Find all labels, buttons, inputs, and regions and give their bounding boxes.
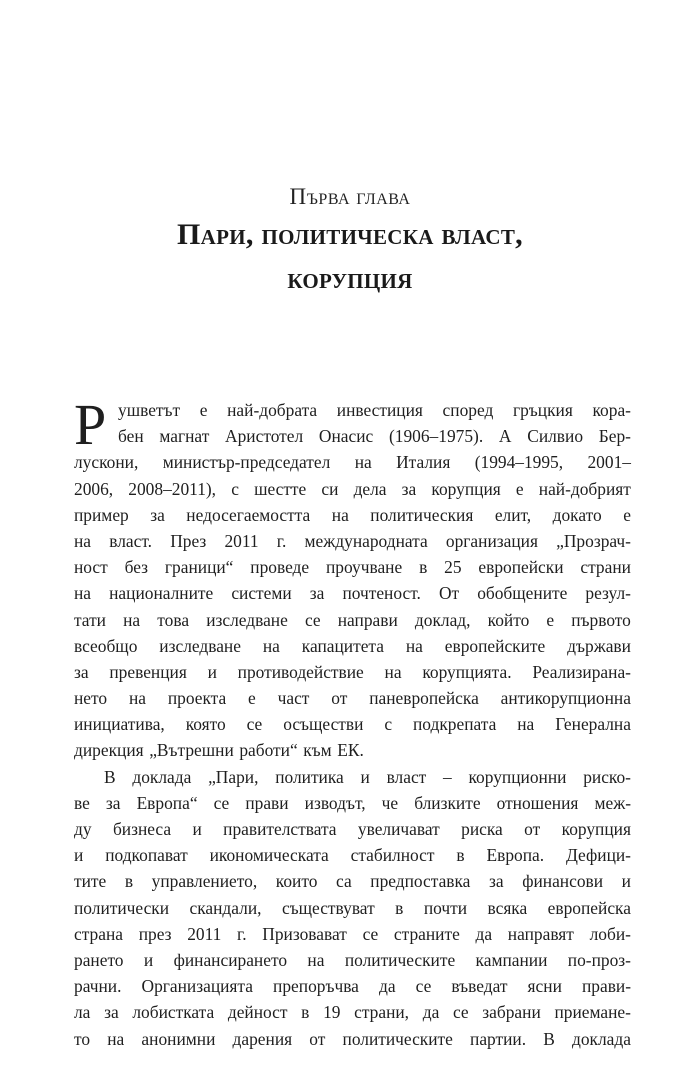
text-line: всеобщо изследване на капацитета на европейските държави	[74, 635, 631, 656]
text-line: рачни. Организацията препоръчва да се въведат ясни прави-	[74, 976, 631, 997]
text-line: на националните системи за почтеност. От обобщените резул-	[74, 583, 631, 604]
text-line: дирекция „Вътрешни работи“ към ЕК.	[74, 740, 364, 761]
text-line: лускони, министър-председател на Италия (1994–1995, 2001–	[74, 452, 631, 473]
text-line: ла за лобистката дейност в 19 страни, да се забрани приемане-	[74, 1002, 631, 1023]
text-line: то на анонимни дарения от политическите партии. В доклада	[74, 1028, 631, 1049]
body-text	[74, 392, 631, 1052]
text-line: ушветът е най-добрата инвестиция според гръцкия кора-	[118, 400, 631, 420]
text-line: ве за Европа“ се прави изводът, че близките отношения меж-	[74, 792, 631, 813]
text-line: за превенция и противодействие на корупцията. Реализирана-	[74, 661, 631, 682]
text-line: тати на това изследване се направи доклад, който е първото	[74, 609, 631, 630]
text-line: и подкопават икономическата стабилност в Европа. Дефици-	[74, 845, 631, 866]
text-line: политически скандали, съществуват в почти всяка европейска	[74, 897, 631, 918]
chapter-title-line-2: корупция	[287, 262, 413, 295]
text-line: страна през 2011 г. Призовават се страните да направят лоби-	[74, 923, 631, 944]
chapter-title-line-1: Пари, политическа власт,	[177, 218, 523, 251]
text-line: на власт. През 2011 г. международната организация „Прозрач-	[74, 530, 631, 551]
text-line: В доклада „Пари, политика и власт – корупционни риско-	[104, 766, 631, 787]
text-line: тите в управлението, които са предпоставка за финансови и	[74, 871, 631, 892]
drop-cap: Р	[74, 392, 107, 457]
text-line: рането и финансирането на политическите кампании по-проз-	[74, 949, 631, 970]
chapter-label: Първа глава	[289, 184, 411, 209]
text-line: инициатива, която се осъществи с подкрепата на Генерална	[74, 714, 631, 735]
text-line: пример за недосегаемостта на политическия елит, докато е	[74, 504, 631, 525]
text-line: 2006, 2008–2011), с шестте си дела за корупция е най-добрият	[74, 478, 631, 499]
paragraph-2	[74, 764, 631, 1052]
paragraph-1	[74, 392, 631, 764]
text-line: нето на проекта е част от паневропейска антикорупционна	[74, 688, 631, 709]
text-line: бен магнат Аристотел Онасис (1906–1975). А Силвио Бер-	[118, 426, 631, 447]
text-line: ност без граници“ проведе проучване в 25 европейски страни	[74, 557, 631, 578]
text-line: ду бизнеса и правителствата увеличават риска от корупция	[74, 819, 631, 839]
chapter-title	[0, 213, 700, 301]
